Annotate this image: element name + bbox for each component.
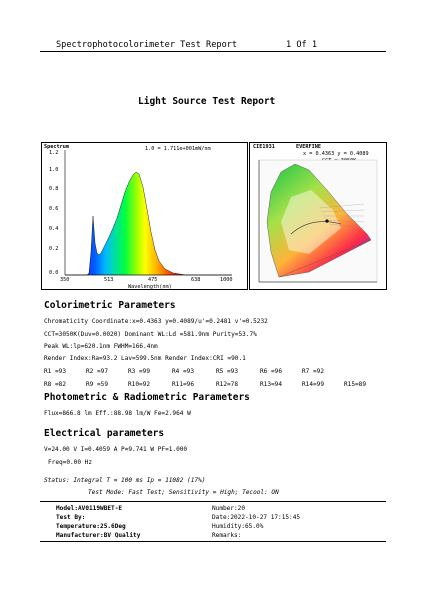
y-tick-label: 0.2: [49, 246, 59, 252]
x-axis-label: Wavelength(nm): [128, 284, 172, 290]
spectrum-scale-text: 1.0 = 1.711e+001mW/nm: [145, 146, 211, 152]
r-value: R5 =93: [216, 368, 239, 375]
y-tick-label: 0.0: [49, 270, 59, 276]
info-rule: [40, 501, 386, 502]
r-value: R11=96: [172, 381, 195, 388]
manufacturer-field: Manufacturer:BV Quality: [56, 532, 141, 539]
y-tick-label: 0.8: [49, 186, 59, 192]
date-field: Date:2022-10-27 17:15:45: [212, 514, 301, 521]
electrical-line-1: V=24.00 V I=0.4059 A P=9.741 W PF=1.000: [44, 446, 188, 453]
cie-brand: EVERFINE: [296, 144, 321, 150]
render-index-line: Render Index:Ra=93.2 Lav=599.5nm Render Index:CRI =90.1: [44, 355, 246, 362]
spectrum-corner-label: Spectrum: [44, 144, 69, 150]
r-value: R14=99: [302, 381, 325, 388]
temperature-field: Temperature:25.6Deg: [56, 523, 126, 530]
y-tick-label: 0.6: [49, 206, 59, 212]
photometric-heading: Photometric & Radiometric Parameters: [44, 392, 250, 403]
r-value: R12=78: [216, 381, 239, 388]
cie-coords: x = 0.4363 y = 0.4089: [303, 151, 369, 157]
r-value: R2 =97: [86, 368, 109, 375]
status-line-1: Status: Integral T = 100 ms Ip = 11082 (17%): [44, 477, 206, 484]
x-tick-label: 513: [104, 277, 114, 283]
r-value: R8 =82: [44, 381, 67, 388]
x-tick-label: 350: [60, 277, 70, 283]
page-number: 1 Of 1: [286, 40, 318, 50]
x-tick-label: 1000: [220, 277, 233, 283]
spectrum-curve: [65, 172, 232, 275]
cct-line: CCT=3050K(Duv=0.0020) Dominant WL:Ld =581.9nm Purity=53.7%: [44, 331, 257, 338]
status-line-2: Test Mode: Fast Test; Sensitivity = High; Tecool: ON: [88, 489, 279, 496]
r-value: R6 =96: [260, 368, 283, 375]
r-value: R9 =59: [86, 381, 109, 388]
report-title: Light Source Test Report: [138, 96, 276, 107]
y-tick-label: 1.0: [49, 167, 59, 173]
model-field: Model:AV0119WBET-E: [56, 505, 123, 512]
r-value: R15=89: [344, 381, 367, 388]
report-header-title: Spectrophotocolorimeter Test Report: [56, 40, 238, 50]
number-field: Number:20: [212, 505, 246, 512]
electrical-line-2: Freq=0.00 Hz: [48, 459, 93, 466]
peak-wl-line: Peak WL:lp=620.1nm FWHM=166.4nm: [44, 343, 158, 350]
flux-line: Flux=866.8 lm Eff.:88.98 lm/W Fe=2.964 W: [44, 410, 191, 417]
x-tick-label: 638: [191, 277, 201, 283]
bottom-rule: [40, 541, 386, 542]
electrical-heading: Electrical parameters: [44, 428, 165, 439]
r-value: R3 =99: [128, 368, 151, 375]
x-tick-label: 475: [148, 277, 158, 283]
r-value: R10=92: [128, 381, 151, 388]
colorimetric-heading: Colorimetric Parameters: [44, 300, 176, 311]
r-value: R13=94: [260, 381, 283, 388]
cie-diagram: [249, 142, 387, 290]
cie-title: CIE1931: [253, 144, 275, 150]
chromaticity-line: Chromaticity Coordinate:x=0.4363 y=0.4089/u'=0.2481 v'=0.5232: [44, 318, 268, 325]
y-tick-label: 1.2: [49, 150, 59, 156]
test-by-field: Test By:: [56, 514, 86, 521]
r-value: R4 =93: [172, 368, 195, 375]
spectrum-chart: [41, 142, 248, 290]
y-tick-label: 0.4: [49, 226, 59, 232]
r-value: R7 =92: [302, 368, 325, 375]
header-rule: [40, 51, 386, 52]
chromaticity-point: [325, 219, 328, 222]
r-value: R1 =93: [44, 368, 67, 375]
remarks-field: Remarks:: [212, 532, 242, 539]
humidity-field: Humidity:65.0%: [212, 523, 264, 530]
